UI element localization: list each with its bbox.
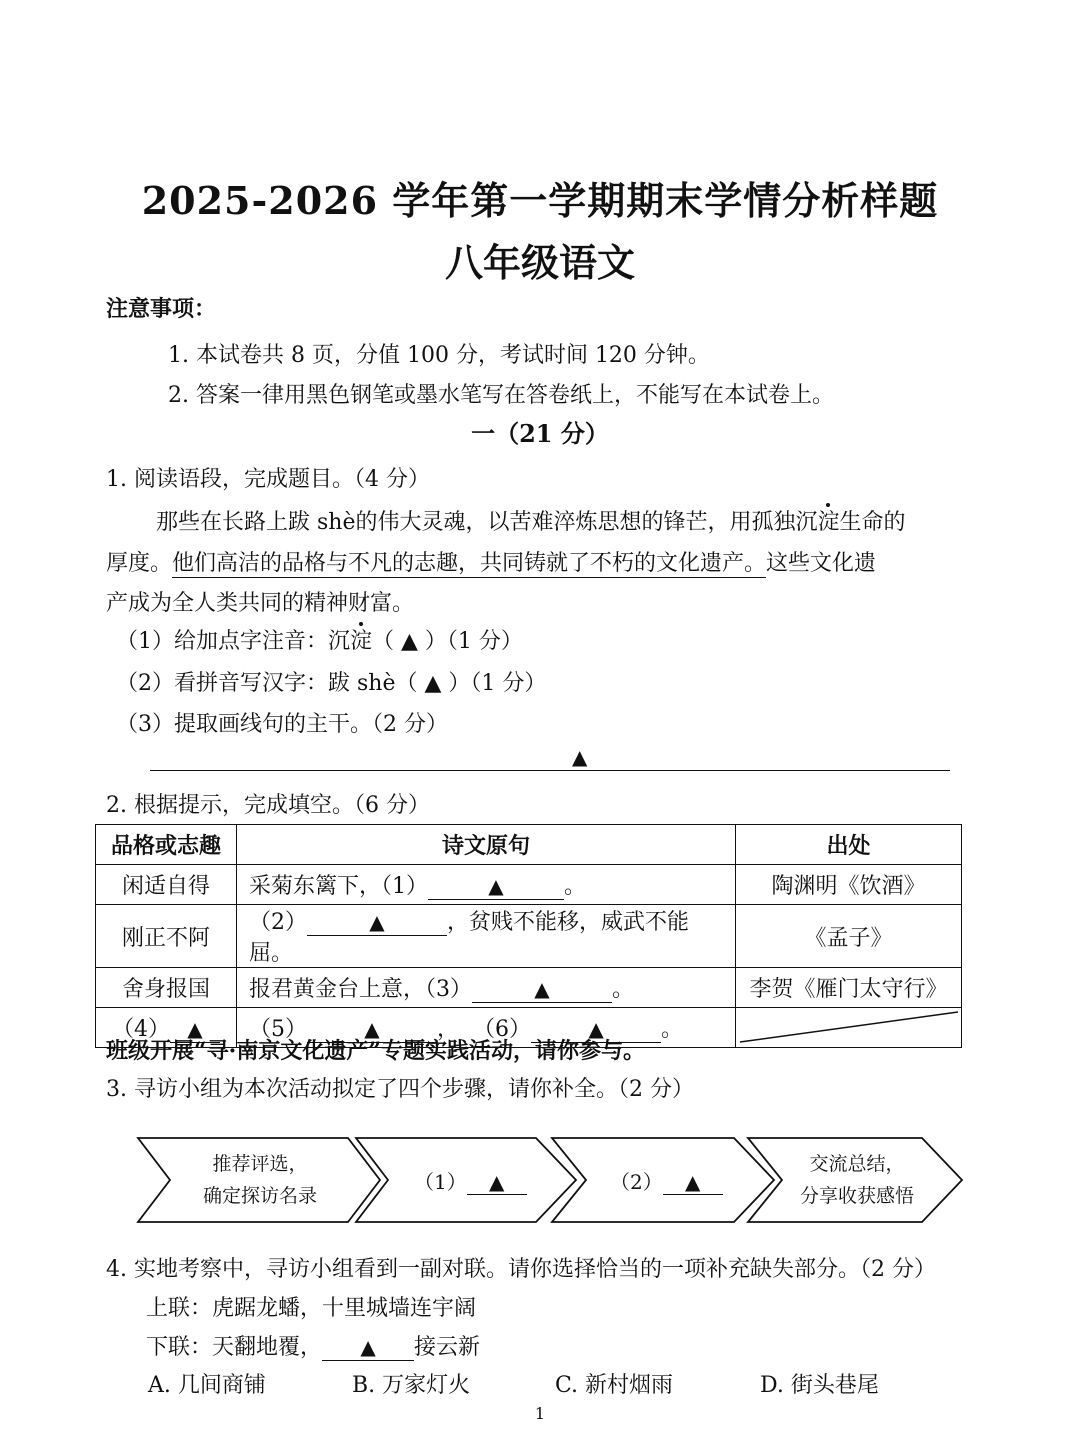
q1-sub1-dotted-char: 淀: [350, 629, 373, 654]
q1-sub1-a: （1）给加点字注音：沉: [116, 629, 350, 654]
quote-text: 。: [661, 1017, 684, 1042]
blank-mark: ▲: [364, 1017, 380, 1041]
quote-text: 。: [612, 977, 635, 1002]
option-d[interactable]: D. 街头巷尾: [760, 1373, 879, 1398]
option-a[interactable]: A. 几间商铺: [148, 1373, 266, 1398]
option-b[interactable]: B. 万家灯火: [352, 1373, 471, 1398]
table-header-row: [96, 825, 962, 865]
blank-mark: ▲: [534, 977, 550, 1001]
quote-text: ，贫贱不能移，威武不能屈。: [249, 910, 690, 966]
q1-para-l1-a: 那些在长路上跋 shè的伟大灵魂，以苦难淬炼思想的锋芒，用孤独沉: [156, 510, 818, 535]
q4-blank: [322, 1335, 414, 1361]
blank-mark: ▲: [588, 1017, 604, 1041]
trait-cell: 闲适自得: [96, 865, 237, 905]
quote-text: 报君黄金台上意，（3）: [249, 977, 472, 1002]
table-header: 品格或志趣: [96, 825, 237, 865]
step-1-line-2: 确定探访名录: [202, 1185, 317, 1207]
step-1-text: [180, 1148, 340, 1212]
step-1-line-1: 推荐评选，: [212, 1153, 308, 1175]
step-4-line-2: 分享收获感悟: [799, 1185, 914, 1207]
blank-1: [428, 874, 564, 900]
q1-stem: 1. 阅读语段，完成题目。（4 分）: [106, 467, 430, 492]
option-c[interactable]: C. 新村烟雨: [555, 1373, 674, 1398]
q2-fill-table: [95, 824, 962, 1048]
blank-mark: ▲: [360, 1335, 376, 1359]
table-header: 诗文原句: [237, 825, 736, 865]
q1-para-l2-b: 这些文化遗: [766, 551, 877, 576]
blank-3: [472, 977, 612, 1003]
q1-dotted-char: 淀: [817, 510, 840, 535]
diagonal-strike: [736, 1008, 962, 1047]
q1-paragraph-line-2: [106, 546, 876, 577]
trait-cell: 舍身报国: [96, 968, 237, 1008]
blank-4-label: （4）: [112, 1017, 170, 1042]
step-2-blank: [467, 1170, 527, 1195]
section-title: 一（21 分）: [471, 419, 609, 448]
table-row: [96, 968, 962, 1008]
quote-cell: [237, 968, 736, 1008]
blank-mark: ▲: [187, 1017, 203, 1041]
notice-item-2: 2. 答案一律用黑色钢笔或墨水笔写在答卷纸上，不能写在本试卷上。: [168, 383, 834, 408]
q2-stem: 2. 根据提示，完成填空。（6 分）: [106, 793, 430, 818]
table-header: 出处: [736, 825, 962, 865]
quote-text: ，: [437, 1017, 460, 1042]
quote-cell: [237, 865, 736, 905]
q1-answer-line: [150, 770, 950, 771]
source-cell: 李贺《雁门太守行》: [736, 968, 962, 1008]
source-cell: 陶渊明《饮酒》: [736, 865, 962, 905]
q3-stem: 3. 寻访小组为本次活动拟定了四个步骤，请你补全。（2 分）: [106, 1077, 694, 1102]
step-2-text: [414, 1166, 527, 1195]
blank-5-label: （5）: [249, 1017, 307, 1042]
table-row: [96, 865, 962, 905]
step-2-label: （1）: [414, 1170, 467, 1194]
q1-paragraph-line-1: [156, 505, 906, 536]
blank-mark: ▲: [488, 874, 504, 898]
blank-mark: ▲: [369, 910, 385, 934]
q1-sub1: [116, 624, 523, 655]
quote-cell: [237, 905, 736, 968]
blank-mark: ▲: [685, 1170, 701, 1194]
page-number: 1: [534, 1404, 546, 1423]
q1-sub3: （3）提取画线句的主干。（2 分）: [116, 712, 448, 737]
q1-paragraph-line-3: 产成为全人类共同的精神财富。: [106, 591, 415, 616]
step-4-text: [782, 1148, 932, 1212]
q1-para-l2-a: 厚度。: [106, 551, 173, 576]
q1-sub2: （2）看拼音写汉字：跋 shè（ ▲ ）（1 分）: [116, 671, 547, 696]
q4-lower-couplet: [146, 1330, 480, 1361]
step-4-line-1: 交流总结，: [809, 1153, 905, 1175]
table-row: [96, 905, 962, 968]
q4-stem: 4. 实地考察中，寻访小组看到一副对联。请你选择恰当的一项补充缺失部分。（2 分）: [106, 1257, 936, 1282]
blank-6-label: （6）: [473, 1017, 532, 1042]
trait-cell: 刚正不阿: [96, 905, 237, 968]
q1-underlined-sentence: 他们高洁的品格与不凡的志趣，共同铸就了不朽的文化遗产。: [172, 551, 767, 576]
q1-answer-mark: ▲: [572, 745, 588, 769]
activity-intro: 班级开展“寻·南京文化遗产”专题实践活动，请你参与。: [106, 1038, 645, 1064]
notice-item-1: 1. 本试卷共 8 页，分值 100 分，考试时间 120 分钟。: [168, 343, 710, 368]
quote-text: （2）: [249, 910, 307, 935]
step-3-blank: [663, 1170, 723, 1195]
step-3-label: （2）: [610, 1170, 663, 1194]
quote-text: 采菊东篱下，（1）: [249, 874, 428, 899]
source-cell: 《孟子》: [736, 905, 962, 968]
exam-subtitle: 八年级语文: [444, 240, 635, 285]
blank-2: [307, 910, 447, 936]
source-cell-crossed: [736, 1008, 962, 1048]
q4-lower-a: 下联：天翻地覆，: [146, 1335, 323, 1360]
quote-text: 。: [564, 874, 587, 899]
step-3-text: [610, 1166, 723, 1195]
blank-mark: ▲: [489, 1170, 505, 1194]
q1-sub1-b: （ ▲ ）（1 分）: [372, 629, 523, 654]
q4-lower-b: 接云新: [414, 1335, 481, 1360]
q1-para-l1-b: 生命的: [839, 510, 906, 535]
notice-heading: 注意事项：: [106, 296, 217, 322]
exam-title: 2025-2026 学年第一学期期末学情分析样题: [141, 178, 939, 223]
q4-upper-couplet: 上联：虎踞龙蟠，十里城墙连宇阔: [146, 1296, 477, 1321]
